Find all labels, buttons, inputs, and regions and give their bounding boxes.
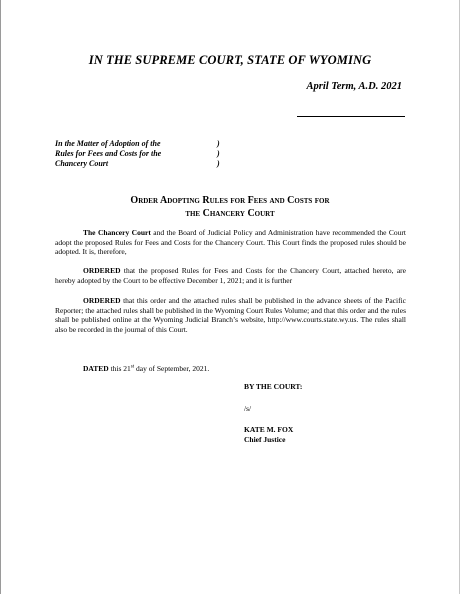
paragraph-dated [55,364,406,374]
caption-line: In the Matter of Adoption of the [55,139,161,148]
paragraph-text: that this order and the attached rules shall be published in the advance sheets of the Pacific Reporter; the attached rules shall be published in the Wyoming Court Rules Volume; and that this order and the rules shall be published online at the Wyoming Judicial Branch’s website, http://www.courts.state.wy.us. The rules shall also be recorded in the journal of this Court. [55,296,406,334]
order-title-line: the Chancery Court [185,208,275,219]
case-caption [55,139,161,169]
paragraph-text: and the Board of Judicial Policy and Administration have recommended the Court adopt the proposed Rules for Fees and Costs for the Chancery Court. This Court finds the proposed rules should be adopted. It is, therefore, [55,228,406,256]
signer-name: KATE M. FOX [244,425,294,434]
paragraph-lead: The Chancery Court [83,228,151,237]
paragraph-lead: ORDERED [83,296,121,305]
docket-line [297,116,405,117]
court-title: IN THE SUPREME COURT, STATE OF WYOMING [88,53,372,67]
paragraph-ordered-adoption [55,266,406,285]
paragraph-text: that the proposed Rules for Fees and Costs for the Chancery Court, attached hereto, are hereby adopted by the Court to be effective December 1, 2021; and it is further [55,266,406,285]
caption-paren: ) [217,159,220,168]
date-ordinal: st [130,364,135,370]
paragraph-ordered-publication [55,296,406,334]
order-title-line: Order Adopting Rules for Fees and Costs for [130,195,330,206]
caption-line: Chancery Court [55,159,109,168]
by-the-court: BY THE COURT: [244,382,303,391]
signer-title: Chief Justice [244,435,286,444]
term-label: April Term, A.D. 2021 [306,81,402,92]
page-edge [0,0,1,594]
caption-paren: ) [217,149,220,158]
date-post: day of September, 2021. [134,364,210,373]
date-pre: this 21 [108,364,131,373]
caption-line: Rules for Fees and Costs for the [55,149,162,158]
caption-parens [217,139,220,169]
paragraph-lead: DATED [83,364,109,373]
order-title [0,194,460,220]
paragraph-lead: ORDERED [83,266,121,275]
signature-mark: /s/ [244,404,252,413]
paragraph-recommendation [55,228,406,257]
caption-paren: ) [217,139,220,148]
